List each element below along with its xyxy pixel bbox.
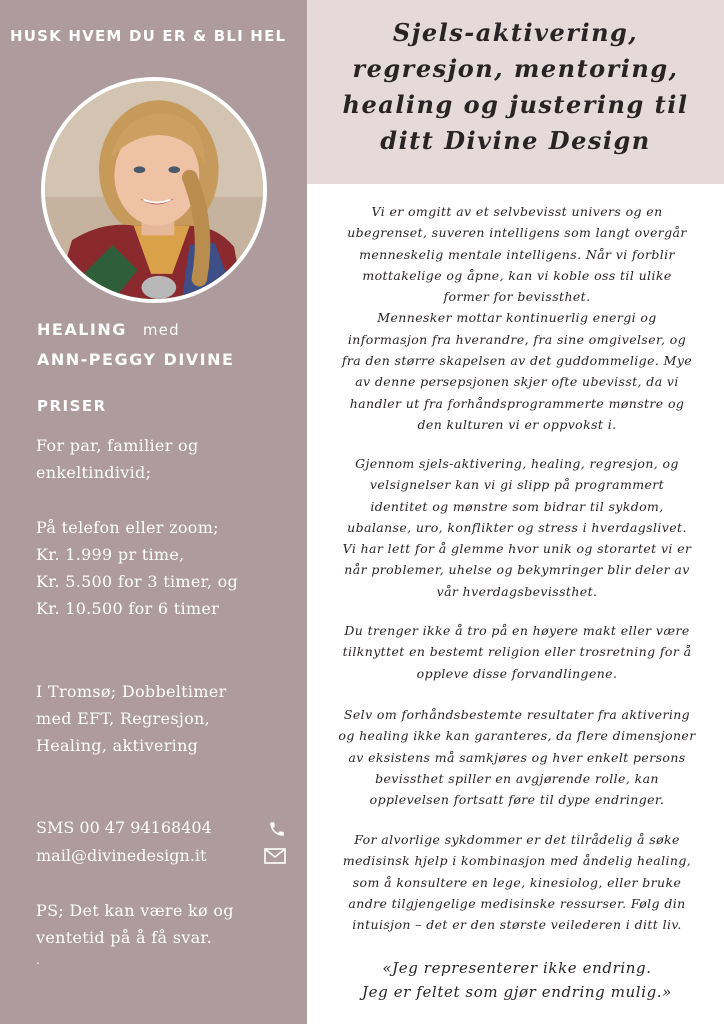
remote-line: Kr. 5.500 for 3 timer, og (36, 572, 239, 591)
body-line: mottakelige og åpne, kan vi koble oss til ulike (362, 267, 672, 283)
body-line: Vi er omgitt av et selvbevisst univers og en (371, 204, 663, 219)
body-line: ubalanse, uro, konflikter og stress i hverdagslivet. (347, 519, 687, 535)
body-line: av eksistens må samkjøres og hver enkelt persons (348, 749, 686, 765)
quote-line: Jeg er feltet som gjør endring mulig.» (362, 982, 672, 1001)
mail-icon (264, 848, 286, 868)
body-line: Selv om forhåndsbestemte resultater fra aktivering (343, 707, 691, 722)
body-line: ubegrenset, suveren intelligens som langt overgår (347, 225, 687, 241)
ps-note (36, 897, 234, 969)
title-line: Sjels-aktivering, (392, 18, 639, 47)
body-line: medisinsk hjelp i kombinasjon med åndelig healing, (342, 853, 692, 869)
tromso-line: I Tromsø; Dobbeltimer (36, 682, 227, 701)
body-line: informasjon fra hverandre, fra sine omgivelser, og (347, 331, 687, 347)
body-line: Vi har lett for å glemme hvor unik og storartet vi er (342, 541, 692, 557)
body-line: menneskelig mentale intelligens. Når vi forblir (359, 246, 675, 262)
audience-text (36, 432, 199, 486)
title-line: healing og justering til (342, 90, 689, 119)
body-line: av denne persepsjonen skjer ofte ubevisst, da vi (355, 374, 679, 390)
body-line: den kulturen vi er oppvokst i. (417, 416, 617, 432)
sms-contact[interactable] (36, 818, 286, 837)
body-line: identitet og mønstre som bidrar til sykdom, (370, 498, 664, 514)
paragraph-activation (318, 453, 716, 602)
prices-heading: PRISER (37, 397, 107, 415)
paragraph-intro (318, 201, 716, 435)
body-line: tilknyttet en bestemt religion eller trosretning for å (342, 644, 692, 660)
audience-line: For par, familier og (36, 436, 199, 455)
paragraph-belief (318, 620, 716, 684)
email-contact[interactable] (36, 846, 286, 865)
body-line: bevissthet spiller en avgjørende rolle, kan (375, 770, 659, 786)
body-line: handler ut fra forhåndsprogrammerte mønstre og (349, 395, 685, 411)
body-line: opplevelsen fortsatt føre til dype endringer. (369, 792, 665, 808)
title-line: ditt Divine Design (380, 126, 651, 155)
body-line: former for bevissthet. (443, 289, 591, 305)
remote-line: Kr. 1.999 pr time, (36, 545, 185, 564)
title-line: regresjon, mentoring, (352, 54, 679, 83)
quote-line: «Jeg representerer ikke endring. (382, 959, 652, 977)
paragraph-results (318, 704, 716, 810)
body-line: For alvorlige sykdommer er det tilrådelig å søke (354, 832, 680, 847)
healing-line (37, 320, 180, 339)
body-line: og healing ikke kan garanteres, da flere dimensjoner (338, 728, 696, 744)
ps-line: PS; Det kan være kø og (36, 901, 234, 920)
sidebar (0, 0, 307, 1024)
body-line: andre tilgjengelige medisinske ressurser. Følg din (348, 895, 686, 911)
body-line: vår hverdagsbevissthet. (436, 583, 598, 599)
healing-label: HEALING (37, 320, 127, 339)
page-title (307, 15, 724, 159)
body-line: som å konsultere en lege, kinesiolog, eller bruke (352, 874, 682, 890)
body-line: Du trenger ikke å tro på en høyere makt eller være (344, 623, 690, 638)
practitioner-name: ANN-PEGGY DIVINE (37, 350, 235, 369)
ps-dot: . (36, 953, 41, 967)
sms-number: SMS 00 47 94168404 (36, 818, 212, 837)
body-line: oppleve disse forvandlingene. (416, 665, 618, 681)
remote-line: Kr. 10.500 for 6 timer (36, 599, 220, 618)
tromso-offer (36, 678, 227, 759)
tagline: HUSK HVEM DU ER & BLI HEL (10, 27, 287, 45)
body-line: fra den større skapelsen av det guddommelige. Mye (341, 353, 693, 369)
remote-prices (36, 514, 238, 622)
portrait-photo (41, 77, 267, 303)
body-line: når problemer, uhelse og bekymringer blir deler av (344, 562, 690, 578)
audience-line: enkeltindivid; (36, 463, 152, 482)
body-line: Gjennom sjels-aktivering, healing, regresjon, og (355, 456, 679, 471)
title-box (307, 0, 724, 184)
tromso-line: med EFT, Regresjon, (36, 709, 211, 728)
body-line: Mennesker mottar kontinuerlig energi og (377, 310, 657, 326)
healing-with: med (142, 321, 180, 339)
remote-line: På telefon eller zoom; (36, 518, 219, 537)
tromso-line: Healing, aktivering (36, 736, 199, 755)
body-line: intuisjon – det er den største veilederen i ditt liv. (352, 917, 682, 933)
closing-quote (318, 957, 716, 1004)
phone-icon (268, 820, 286, 842)
portrait-illustration (45, 81, 263, 299)
ps-line: ventetid på å få svar. (36, 928, 212, 947)
paragraph-medical (318, 829, 716, 935)
body-line: velsignelser kan vi gi slipp på programmert (369, 477, 665, 493)
email-address: mail@divinedesign.it (36, 846, 207, 865)
